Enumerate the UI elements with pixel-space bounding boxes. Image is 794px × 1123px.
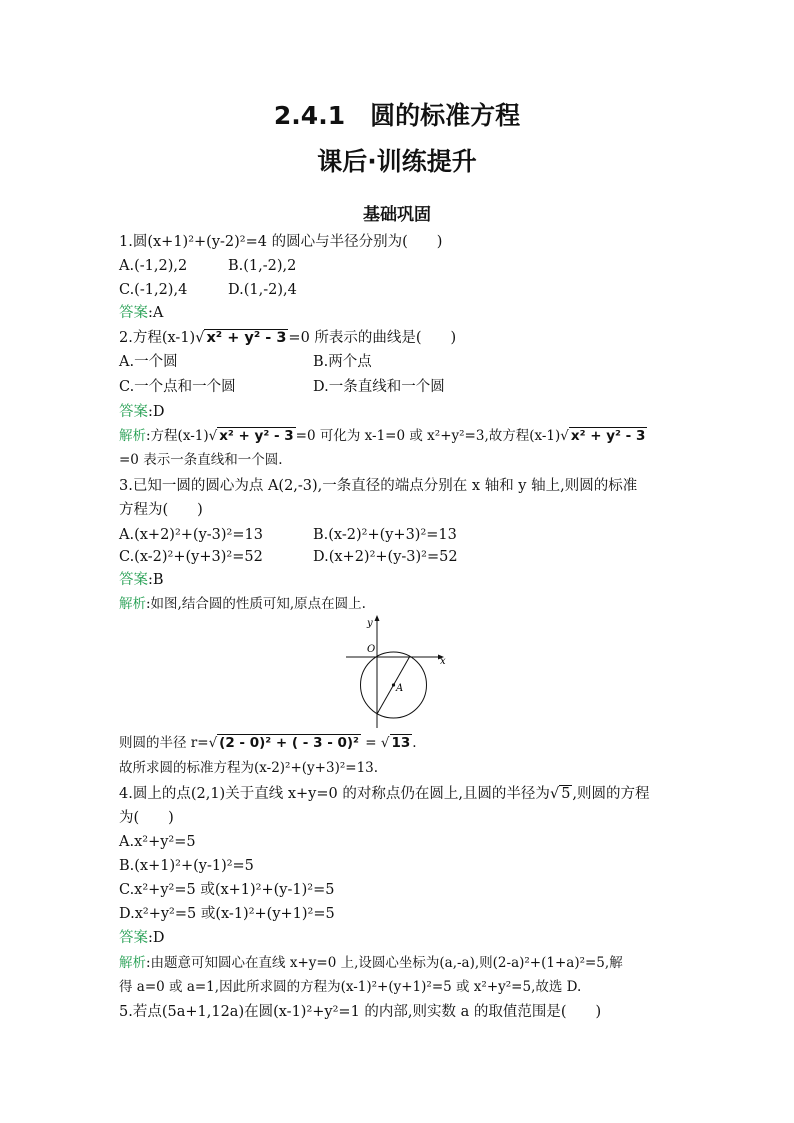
x-label: x (440, 656, 446, 667)
q2-option-d: D.一条直线和一个圆 (313, 379, 445, 395)
sqrt-sign: √ (549, 786, 560, 802)
explanation-label: 解析 (119, 955, 146, 971)
q4-radicand: 5 (561, 786, 571, 802)
answer-value: :A (148, 305, 164, 321)
sqrt-sign: √ (195, 330, 205, 346)
q3-answer (119, 570, 164, 590)
q1-option-c: C.(-1,2),4 (119, 282, 188, 298)
q3-exp1: :如图,结合圆的性质可知,原点在圆上. (146, 596, 366, 612)
q2-radicand: x² + y² - 3 (206, 330, 287, 346)
answer-value: :D (148, 404, 165, 420)
q2-exp-pre: :方程(x-1) (146, 428, 209, 444)
section-heading: 基础巩固 (363, 205, 431, 225)
y-label: y (367, 618, 373, 629)
q4-stem-post: ,则圆的方程 (572, 786, 650, 802)
q2-stem-pre: 2.方程(x-1) (119, 330, 196, 346)
sqrt-sign: √ (380, 735, 390, 751)
origin-label: O (367, 644, 376, 655)
q4-stem-1 (119, 784, 650, 804)
center-label: A (396, 683, 404, 694)
q3-exp2-eq: = (360, 735, 381, 751)
q4-explanation-2: 得 a=0 或 a=1,因此所求圆的方程为(x-1)²+(y+1)²=5 或 x²+y²=5,故选 D. (119, 979, 582, 995)
q3-exp2-end: . (412, 735, 417, 751)
q3-option-a: A.(x+2)²+(y-3)²=13 (119, 527, 263, 543)
page-subtitle: 课后·训练提升 (317, 147, 477, 176)
q2-option-c: C.一个点和一个圆 (119, 379, 236, 395)
q5-stem: 5.若点(5a+1,12a)在圆(x-1)²+y²=1 的内部,则实数 a 的取值范围是( ) (119, 1004, 602, 1020)
page-title: 2.4.1 圆的标准方程 (273, 101, 521, 130)
q1-stem: 1.圆(x+1)²+(y-2)²=4 的圆心与半径分别为( ) (119, 234, 443, 250)
q2-explanation-2: =0 表示一条直线和一个圆. (119, 452, 283, 468)
q2-stem-post: =0 所表示的曲线是( ) (288, 330, 457, 346)
center-point (392, 683, 395, 686)
explanation-label: 解析 (119, 596, 146, 612)
q3-exp2-radicand-2: 13 (391, 735, 411, 751)
q4-answer (119, 928, 165, 948)
q1-answer (119, 303, 163, 323)
q3-exp2-pre: 则圆的半径 r= (119, 735, 209, 751)
q4-option-a: A.x²+y²=5 (119, 834, 196, 850)
q3-stem-2: 方程为( ) (119, 502, 203, 518)
q3-exp2-radicand: (2 - 0)² + ( - 3 - 0)² (219, 735, 359, 751)
explanation-label: 解析 (119, 428, 146, 444)
q4-explanation-1 (119, 953, 623, 973)
sqrt-sign: √ (560, 428, 569, 444)
q4-exp1: :由题意可知圆心在直线 x+y=0 上,设圆心坐标为(a,-a),则(2-a)²+(1+a)²=5,解 (146, 955, 623, 971)
q2-exp-mid: =0 可化为 x-1=0 或 x²+y²=3,故方程(x-1) (295, 428, 561, 444)
q2-exp-radicand: x² + y² - 3 (219, 428, 294, 444)
q4-option-d: D.x²+y²=5 或(x-1)²+(y+1)²=5 (119, 906, 335, 922)
q4-stem-pre: 4.圆上的点(2,1)关于直线 x+y=0 的对称点仍在圆上,且圆的半径为 (119, 786, 550, 802)
q4-stem-2: 为( ) (119, 810, 174, 826)
answer-label: 答案 (119, 930, 148, 946)
sqrt-sign: √ (208, 735, 218, 751)
q2-stem (119, 328, 456, 348)
q2-explanation-1 (119, 426, 647, 446)
y-axis-arrow (375, 615, 380, 621)
q3-explanation-2 (119, 733, 417, 753)
q3-figure (340, 612, 455, 732)
q3-option-d: D.(x+2)²+(y-3)²=52 (313, 549, 458, 565)
q1-option-b: B.(1,-2),2 (228, 258, 297, 274)
q4-option-b: B.(x+1)²+(y-1)²=5 (119, 858, 254, 874)
q2-exp-radicand-2: x² + y² - 3 (570, 428, 646, 444)
q4-option-c: C.x²+y²=5 或(x+1)²+(y-1)²=5 (119, 882, 335, 898)
q2-option-b: B.两个点 (313, 354, 372, 370)
q3-option-b: B.(x-2)²+(y+3)²=13 (313, 527, 457, 543)
q3-explanation-3: 故所求圆的标准方程为(x-2)²+(y+3)²=13. (119, 760, 379, 776)
q2-option-a: A.一个圆 (119, 354, 178, 370)
answer-label: 答案 (119, 305, 148, 321)
sqrt-sign: √ (208, 428, 218, 444)
answer-value: :D (148, 930, 165, 946)
q2-answer (119, 402, 165, 422)
q1-option-d: D.(1,-2),4 (228, 282, 297, 298)
answer-value: :B (148, 572, 164, 588)
q3-explanation-1 (119, 594, 366, 614)
q1-option-a: A.(-1,2),2 (119, 258, 188, 274)
answer-label: 答案 (119, 404, 148, 420)
q3-option-c: C.(x-2)²+(y+3)²=52 (119, 549, 263, 565)
answer-label: 答案 (119, 572, 148, 588)
q3-stem-1: 3.已知一圆的圆心为点 A(2,-3),一条直径的端点分别在 x 轴和 y 轴上,则圆的标准 (119, 478, 638, 494)
